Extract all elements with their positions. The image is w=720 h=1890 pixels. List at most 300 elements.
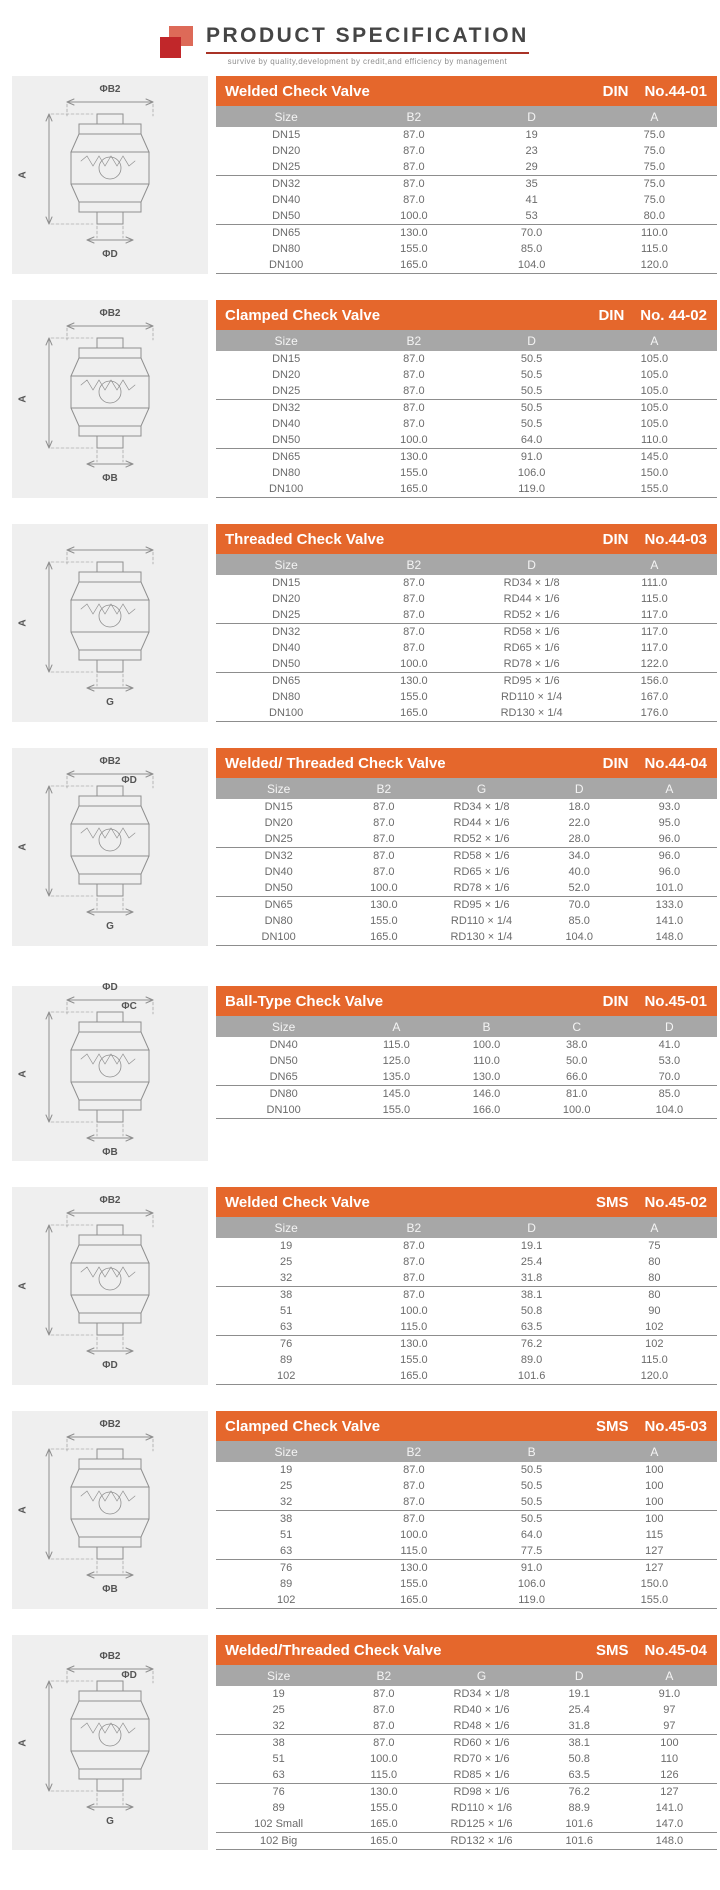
table-cell: DN65 bbox=[272, 451, 301, 463]
table-cell: 100.0 bbox=[356, 656, 471, 673]
column-header-row bbox=[216, 554, 717, 575]
valve-drawing bbox=[15, 1194, 205, 1374]
table-cell: DN25 bbox=[216, 159, 356, 176]
table-cell: 89 bbox=[280, 1578, 293, 1590]
drawing-panel bbox=[12, 1411, 208, 1609]
table-cell: 130.0 bbox=[400, 675, 428, 687]
table-cell: RD70 × 1/6 bbox=[453, 1753, 510, 1765]
table-cell: 133.0 bbox=[655, 899, 684, 911]
table-cell: 119.0 bbox=[471, 481, 591, 498]
dim-label-top2: ΦD bbox=[121, 1670, 137, 1681]
table-cell: 165.0 bbox=[356, 481, 471, 498]
drawing-panel bbox=[12, 300, 208, 498]
table-body bbox=[216, 1238, 717, 1385]
column-header: Size bbox=[216, 1217, 356, 1238]
table-cell: 50.5 bbox=[471, 1494, 591, 1511]
spec-table bbox=[216, 106, 717, 274]
table-cell: 96.0 bbox=[622, 831, 717, 848]
table-cell: DN65 bbox=[272, 675, 301, 687]
table-cell: 34.0 bbox=[568, 850, 590, 862]
valve-schematic-icon bbox=[15, 1423, 205, 1598]
spec-table-block bbox=[216, 524, 717, 722]
table-row bbox=[216, 432, 717, 449]
table-row bbox=[216, 208, 717, 225]
doc-ref bbox=[603, 993, 707, 1010]
column-header: B2 bbox=[356, 106, 471, 127]
table-row bbox=[216, 1494, 717, 1511]
table-row bbox=[216, 1270, 717, 1287]
column-header: B bbox=[441, 1016, 531, 1037]
table-cell: DN50 bbox=[216, 208, 356, 225]
table-cell: 127 bbox=[645, 1562, 664, 1574]
table-cell: DN80 bbox=[264, 915, 293, 927]
table-cell: 148.0 bbox=[622, 1833, 717, 1850]
table-cell: 87.0 bbox=[403, 369, 425, 381]
table-cell: DN80 bbox=[272, 691, 301, 703]
brand-tagline: survive by quality,development by credit,and efficiency by management bbox=[227, 57, 508, 66]
table-cell: RD34 × 1/8 bbox=[453, 1688, 510, 1700]
drawing-panel bbox=[12, 748, 208, 946]
table-cell: 122.0 bbox=[592, 656, 717, 673]
table-row bbox=[216, 1800, 717, 1816]
table-cell: 19 bbox=[280, 1464, 293, 1476]
table-row bbox=[216, 1352, 717, 1368]
dim-label-left: A bbox=[17, 1282, 29, 1290]
table-cell: 125.0 bbox=[382, 1055, 411, 1067]
table-cell: 155.0 bbox=[400, 467, 428, 479]
table-cell: 105.0 bbox=[640, 402, 669, 414]
valve-drawing bbox=[15, 536, 205, 711]
standard-label: DIN bbox=[598, 306, 625, 324]
dim-label-bottom: ΦB bbox=[102, 1583, 118, 1595]
table-cell: 95.0 bbox=[658, 817, 681, 829]
column-header-row bbox=[216, 1217, 717, 1238]
table-title: Clamped Check Valve bbox=[225, 1417, 381, 1435]
table-cell: 22.0 bbox=[568, 817, 590, 829]
table-row bbox=[216, 831, 717, 848]
table-cell: 176.0 bbox=[592, 705, 717, 722]
table-title-bar bbox=[216, 748, 717, 778]
table-cell: 75 bbox=[648, 1240, 661, 1252]
dim-label-left: A bbox=[17, 1738, 29, 1747]
table-cell: 104.0 bbox=[622, 1102, 717, 1119]
table-cell: 88.9 bbox=[568, 1802, 590, 1814]
spec-section bbox=[12, 1411, 717, 1609]
valve-drawing bbox=[15, 307, 205, 487]
table-row bbox=[216, 656, 717, 673]
dim-label-bottom: ΦD bbox=[102, 248, 118, 260]
table-cell: 105.0 bbox=[640, 418, 669, 430]
table-cell: 87.0 bbox=[356, 607, 471, 624]
table-cell: 87.0 bbox=[403, 577, 425, 589]
column-header: D bbox=[471, 554, 591, 575]
valve-drawing bbox=[15, 982, 205, 1161]
spec-table-block bbox=[216, 1635, 717, 1850]
table-cell: 127 bbox=[592, 1543, 717, 1560]
table-cell: 119.0 bbox=[471, 1592, 591, 1609]
table-cell: 115.0 bbox=[356, 1543, 471, 1560]
table-cell: 50.0 bbox=[565, 1055, 588, 1067]
spec-table bbox=[216, 1016, 717, 1119]
dim-label-left: A bbox=[17, 395, 29, 403]
table-cell: 40.0 bbox=[568, 866, 590, 878]
table-cell: 76.2 bbox=[520, 1338, 543, 1350]
table-cell: DN40 bbox=[272, 418, 301, 430]
table-body bbox=[216, 799, 717, 946]
table-row bbox=[216, 400, 717, 417]
table-cell: RD60 × 1/6 bbox=[453, 1737, 510, 1749]
table-cell: 50.5 bbox=[520, 369, 543, 381]
table-cell: RD34 × 1/8 bbox=[453, 801, 510, 813]
column-header: Size bbox=[216, 330, 356, 351]
table-body bbox=[216, 1686, 717, 1850]
table-cell: 41.0 bbox=[658, 1039, 681, 1051]
table-row bbox=[216, 1576, 717, 1592]
drawing-panel bbox=[12, 1635, 208, 1850]
table-cell: 101.0 bbox=[622, 880, 717, 897]
table-row bbox=[216, 1833, 717, 1850]
table-body bbox=[216, 127, 717, 274]
dim-label-left: A bbox=[17, 1506, 29, 1514]
table-cell: RD85 × 1/6 bbox=[426, 1767, 536, 1784]
table-row bbox=[216, 192, 717, 208]
table-cell: RD34 × 1/8 bbox=[503, 577, 560, 589]
spec-table-block bbox=[216, 76, 717, 274]
table-cell: 87.0 bbox=[403, 642, 425, 654]
table-cell: DN50 bbox=[216, 656, 356, 673]
table-cell: 75.0 bbox=[643, 178, 666, 190]
table-cell: 130.0 bbox=[400, 1338, 428, 1350]
table-cell: 32 bbox=[216, 1270, 356, 1287]
table-cell: 70.0 bbox=[568, 899, 590, 911]
table-cell: 87.0 bbox=[403, 353, 425, 365]
table-cell: 105.0 bbox=[592, 383, 717, 400]
table-row bbox=[216, 607, 717, 624]
table-cell: 100 bbox=[645, 1464, 664, 1476]
table-cell: RD44 × 1/6 bbox=[503, 593, 560, 605]
table-cell: DN20 bbox=[272, 593, 301, 605]
table-cell: 87.0 bbox=[373, 1704, 395, 1716]
table-row bbox=[216, 1462, 717, 1478]
drawing-panel bbox=[12, 76, 208, 274]
table-cell: 89 bbox=[272, 1802, 285, 1814]
dim-label-left: A bbox=[17, 843, 29, 851]
doc-ref bbox=[596, 1418, 707, 1435]
spec-table bbox=[216, 554, 717, 722]
table-row bbox=[216, 1718, 717, 1735]
column-header: G bbox=[426, 778, 536, 799]
table-row bbox=[216, 1527, 717, 1543]
table-cell: 97 bbox=[622, 1718, 717, 1735]
column-header: D bbox=[537, 778, 622, 799]
spec-section bbox=[12, 1635, 717, 1850]
doc-number: No.44-01 bbox=[644, 82, 707, 100]
table-cell: 32 bbox=[216, 1718, 341, 1735]
doc-number: No.45-01 bbox=[644, 992, 707, 1010]
table-row bbox=[216, 1102, 717, 1119]
standard-label: SMS bbox=[595, 1193, 629, 1211]
table-title-bar bbox=[216, 524, 717, 554]
table-cell: 165.0 bbox=[356, 705, 471, 722]
table-cell: 50.5 bbox=[520, 402, 543, 414]
spec-section bbox=[12, 300, 717, 498]
column-header: D bbox=[471, 330, 591, 351]
table-cell: DN100 bbox=[216, 705, 356, 722]
table-cell: DN100 bbox=[216, 257, 356, 274]
table-cell: 111.0 bbox=[641, 577, 668, 589]
table-cell: DN25 bbox=[216, 383, 356, 400]
table-cell: 87.0 bbox=[373, 866, 395, 878]
doc-number: No.44-04 bbox=[644, 754, 707, 772]
dim-label-top2: ΦC bbox=[121, 1001, 137, 1012]
drawing-panel bbox=[12, 982, 208, 1161]
table-cell: DN32 bbox=[272, 178, 301, 190]
table-cell: RD98 × 1/6 bbox=[453, 1786, 510, 1798]
table-cell: DN15 bbox=[272, 353, 301, 365]
dim-label-bottom: G bbox=[106, 1816, 114, 1827]
table-cell: 51 bbox=[280, 1305, 293, 1317]
table-cell: RD125 × 1/6 bbox=[426, 1816, 536, 1833]
table-row bbox=[216, 143, 717, 159]
table-cell: 102 bbox=[216, 1368, 356, 1385]
table-cell: 115.0 bbox=[382, 1039, 410, 1051]
table-cell: 120.0 bbox=[592, 257, 717, 274]
table-cell: RD95 × 1/6 bbox=[503, 675, 560, 687]
table-cell: 25 bbox=[280, 1480, 293, 1492]
valve-drawing bbox=[15, 83, 205, 263]
table-cell: DN40 bbox=[264, 866, 293, 878]
table-cell: DN50 bbox=[216, 880, 341, 897]
table-row bbox=[216, 159, 717, 176]
table-cell: 25 bbox=[280, 1256, 293, 1268]
dim-label-bottom: ΦB bbox=[102, 472, 118, 484]
brand bbox=[160, 24, 720, 66]
table-cell: 155.0 bbox=[400, 1354, 428, 1366]
dim-label-top: ΦB2 bbox=[99, 755, 121, 767]
spec-section bbox=[12, 982, 717, 1161]
table-cell: 117.0 bbox=[641, 642, 668, 654]
table-cell: 63 bbox=[216, 1767, 341, 1784]
table-row bbox=[216, 575, 717, 591]
column-header: Size bbox=[216, 1441, 356, 1462]
table-cell: 87.0 bbox=[403, 1240, 425, 1252]
table-cell: 105.0 bbox=[640, 353, 669, 365]
table-title: Welded/Threaded Check Valve bbox=[225, 1641, 442, 1659]
column-header: A bbox=[592, 554, 717, 575]
table-title-bar bbox=[216, 1635, 717, 1665]
valve-drawing bbox=[15, 755, 205, 935]
table-row bbox=[216, 1287, 717, 1304]
table-cell: 32 bbox=[216, 1494, 356, 1511]
table-row bbox=[216, 1319, 717, 1336]
table-row bbox=[216, 689, 717, 705]
table-cell: 87.0 bbox=[373, 1737, 395, 1749]
table-cell: 165.0 bbox=[356, 1368, 471, 1385]
table-cell: 35 bbox=[525, 178, 538, 190]
table-row bbox=[216, 640, 717, 656]
table-cell: 127 bbox=[660, 1786, 679, 1798]
spec-table bbox=[216, 778, 717, 946]
table-title: Clamped Check Valve bbox=[225, 306, 381, 324]
table-cell: 87.0 bbox=[356, 383, 471, 400]
table-cell: 63 bbox=[216, 1543, 356, 1560]
dim-label-top: ΦB2 bbox=[99, 1194, 121, 1206]
table-cell: 117.0 bbox=[641, 626, 668, 638]
table-cell: 50.5 bbox=[520, 418, 543, 430]
table-cell: 19 bbox=[272, 1688, 285, 1700]
table-cell: 100.0 bbox=[472, 1039, 501, 1051]
table-cell: 76 bbox=[280, 1562, 293, 1574]
table-cell: 50.5 bbox=[520, 1513, 543, 1525]
table-cell: RD132 × 1/6 bbox=[426, 1833, 536, 1850]
table-row bbox=[216, 225, 717, 242]
table-cell: 19 bbox=[280, 1240, 293, 1252]
table-cell: 100 bbox=[645, 1513, 664, 1525]
table-cell: 28.0 bbox=[537, 831, 622, 848]
doc-ref bbox=[603, 531, 707, 548]
table-cell: 102 bbox=[216, 1592, 356, 1609]
table-row bbox=[216, 815, 717, 831]
table-cell: 135.0 bbox=[351, 1069, 441, 1086]
dim-label-bottom: G bbox=[106, 696, 114, 708]
table-cell: 102 bbox=[645, 1338, 664, 1350]
spec-table-block bbox=[216, 1411, 717, 1609]
table-row bbox=[216, 799, 717, 815]
column-header: D bbox=[471, 1217, 591, 1238]
table-cell: RD78 × 1/6 bbox=[471, 656, 591, 673]
table-cell: RD40 × 1/6 bbox=[453, 1704, 510, 1716]
table-cell: 87.0 bbox=[403, 145, 425, 157]
table-cell: 87.0 bbox=[403, 194, 425, 206]
table-row bbox=[216, 624, 717, 641]
table-cell: 87.0 bbox=[341, 1718, 426, 1735]
table-cell: 76 bbox=[280, 1338, 293, 1350]
table-cell: DN80 bbox=[269, 1088, 298, 1100]
doc-number: No.45-03 bbox=[644, 1417, 707, 1435]
spec-table bbox=[216, 1665, 717, 1850]
table-cell: DN80 bbox=[272, 243, 301, 255]
spec-table-block bbox=[216, 986, 717, 1161]
drawing-panel bbox=[12, 1187, 208, 1385]
table-cell: 146.0 bbox=[472, 1088, 501, 1100]
table-cell: RD110 × 1/6 bbox=[450, 1802, 513, 1814]
table-title: Welded Check Valve bbox=[225, 82, 370, 100]
column-header: B2 bbox=[341, 1665, 426, 1686]
table-title: Welded Check Valve bbox=[225, 1193, 370, 1211]
table-row bbox=[216, 705, 717, 722]
table-cell: 38.1 bbox=[568, 1737, 590, 1749]
dim-label-left: A bbox=[17, 619, 29, 627]
table-cell: 70.0 bbox=[520, 227, 543, 239]
table-cell: DN25 bbox=[216, 607, 356, 624]
table-cell: 19.1 bbox=[568, 1688, 590, 1700]
column-header-row bbox=[216, 778, 717, 799]
spec-table-block bbox=[216, 748, 717, 946]
title-block bbox=[206, 24, 529, 66]
table-cell: 102 bbox=[592, 1319, 717, 1336]
dim-label-left: A bbox=[17, 1069, 29, 1078]
table-cell: 106.0 bbox=[517, 467, 546, 479]
table-cell: 155.0 bbox=[370, 1802, 398, 1814]
table-cell: 50.5 bbox=[520, 1480, 543, 1492]
column-header-row bbox=[216, 1665, 717, 1686]
table-cell: 50.8 bbox=[520, 1305, 543, 1317]
column-header-row bbox=[216, 330, 717, 351]
table-cell: 166.0 bbox=[441, 1102, 531, 1119]
table-row bbox=[216, 1784, 717, 1801]
table-cell: 31.8 bbox=[471, 1270, 591, 1287]
table-cell: 87.0 bbox=[403, 1289, 425, 1301]
table-row bbox=[216, 897, 717, 914]
table-row bbox=[216, 1368, 717, 1385]
table-cell: 102 Big bbox=[216, 1833, 341, 1850]
column-header: A bbox=[592, 1441, 717, 1462]
spec-section bbox=[12, 748, 717, 946]
table-cell: 41 bbox=[525, 194, 538, 206]
table-cell: 115.0 bbox=[641, 593, 668, 605]
table-cell: 141.0 bbox=[655, 915, 684, 927]
table-cell: RD44 × 1/6 bbox=[453, 817, 510, 829]
table-cell: 115 bbox=[645, 1529, 664, 1541]
doc-ref bbox=[603, 755, 707, 772]
table-cell: 50.5 bbox=[471, 383, 591, 400]
table-cell: 130.0 bbox=[370, 899, 398, 911]
valve-schematic-icon bbox=[15, 760, 205, 935]
column-header: B2 bbox=[356, 1441, 471, 1462]
table-cell: 148.0 bbox=[622, 929, 717, 946]
table-cell: 155.0 bbox=[400, 691, 428, 703]
table-title: Threaded Check Valve bbox=[225, 530, 385, 548]
table-cell: 75.0 bbox=[643, 194, 666, 206]
table-cell: 81.0 bbox=[565, 1088, 588, 1100]
table-cell: DN20 bbox=[272, 369, 301, 381]
table-cell: DN25 bbox=[216, 831, 341, 848]
table-cell: 18.0 bbox=[568, 801, 590, 813]
table-row bbox=[216, 1053, 717, 1069]
table-cell: 93.0 bbox=[658, 801, 681, 813]
table-cell: 115.0 bbox=[341, 1767, 426, 1784]
table-cell: 155.0 bbox=[370, 915, 398, 927]
table-cell: RD58 × 1/6 bbox=[503, 626, 560, 638]
table-cell: 38 bbox=[280, 1289, 293, 1301]
standard-label: DIN bbox=[602, 530, 629, 548]
table-cell: 130.0 bbox=[400, 1562, 428, 1574]
column-header: D bbox=[471, 106, 591, 127]
column-header: A bbox=[622, 778, 717, 799]
table-cell: 101.6 bbox=[471, 1368, 591, 1385]
table-cell: 70.0 bbox=[622, 1069, 717, 1086]
table-cell: 64.0 bbox=[471, 432, 591, 449]
dim-label-top: ΦB2 bbox=[99, 1418, 121, 1430]
table-cell: 115.0 bbox=[356, 1319, 471, 1336]
table-cell: 87.0 bbox=[373, 1688, 395, 1700]
table-cell: RD58 × 1/6 bbox=[453, 850, 510, 862]
table-cell: 87.0 bbox=[356, 159, 471, 176]
table-row bbox=[216, 351, 717, 367]
table-cell: 51 bbox=[280, 1529, 293, 1541]
table-cell: 80 bbox=[648, 1256, 661, 1268]
valve-schematic-icon bbox=[15, 536, 205, 711]
doc-number: No.45-04 bbox=[644, 1641, 707, 1659]
table-row bbox=[216, 913, 717, 929]
table-cell: DN15 bbox=[272, 577, 301, 589]
dim-label-bottom: G bbox=[106, 920, 114, 932]
table-cell: DN15 bbox=[272, 129, 301, 141]
table-cell: 31.8 bbox=[537, 1718, 622, 1735]
table-cell: 87.0 bbox=[373, 817, 395, 829]
table-cell: 150.0 bbox=[640, 1578, 669, 1590]
table-cell: 100 bbox=[592, 1494, 717, 1511]
